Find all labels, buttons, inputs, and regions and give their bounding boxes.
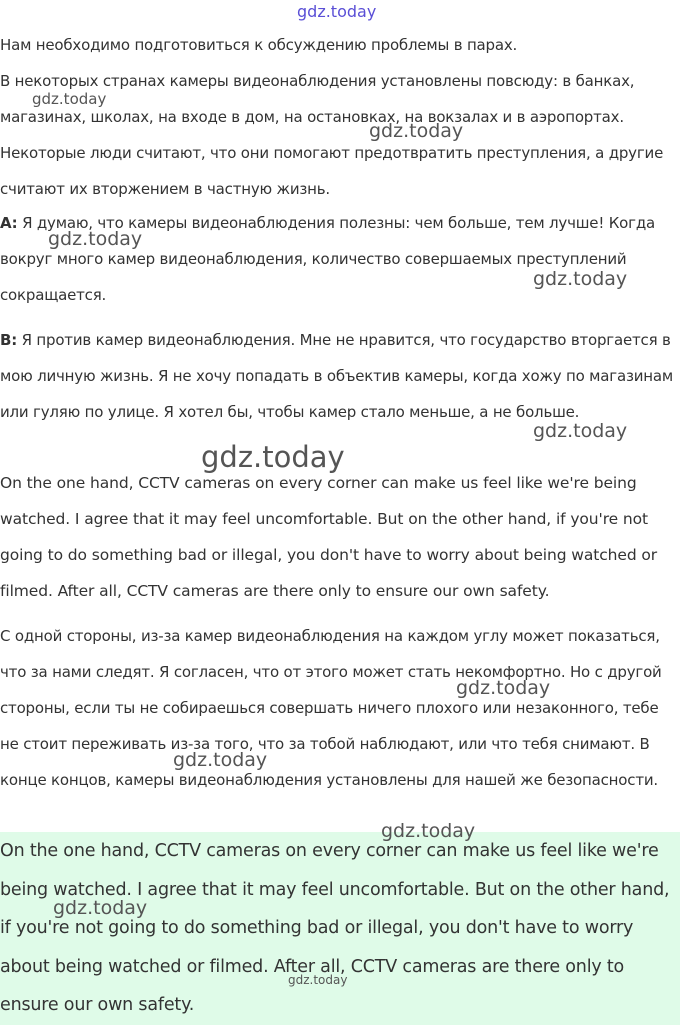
watermark: gdz.today xyxy=(297,2,377,21)
task-intro: Нам необходимо подготовиться к обсуждению проблемы в парах. xyxy=(0,36,518,54)
watermark: gdz.today xyxy=(456,677,551,699)
watermark: gdz.today xyxy=(173,749,268,771)
opinion-b-text: Я против камер видеонаблюдения. Мне не нравится, что государство вторгается в мою личную жизнь. Я не хочу попадать в объектив камеры, когда хожу по магазинам или гуляю по улице. Я хотел бы, чтобы камер стало меньше, а не больше. xyxy=(0,331,673,421)
watermark: gdz.today xyxy=(48,228,143,250)
opinion-b-label: B: xyxy=(0,331,18,349)
watermark: gdz.today xyxy=(381,820,476,842)
watermark: gdz.today xyxy=(288,973,348,987)
answer-english: On the one hand, CCTV cameras on every corner can make us feel like we're being watched. I agree that it may feel uncomfortable. But on the other hand, if you're not going to do something bad or illegal, you don't have to worry about being watched or filmed. After all, CCTV cameras are there only to ensure our own safety. xyxy=(0,474,658,600)
watermark: gdz.today xyxy=(533,420,628,442)
opinion-a xyxy=(0,205,680,313)
opinion-a-text: Я думаю, что камеры видеонаблюдения полезны: чем больше, тем лучше! Когда вокруг много камер видеонаблюдения, количество совершаемых преступлений сокращается. xyxy=(0,214,655,304)
task-context: В некоторых странах камеры видеонаблюдения установлены повсюду: в банках, магазинах, школах, на входе в дом, на остановках, на вокзалах и в аэропортах. Некоторые люди считают, что они помогают предотвратить преступления, а другие считают их вторжением в частную жизнь. xyxy=(0,72,664,198)
opinion-a-label: A: xyxy=(0,214,18,232)
answer-russian: С одной стороны, из-за камер видеонаблюдения на каждом углу может показаться, что за нами следят. Я согласен, что от этого может стать некомфортно. Но с другой стороны, если ты не собираешься совершать ничего плохого или незаконного, тебе не стоит переживать из-за того, что за тобой наблюдают, или что тебя снимают. В конце концов, камеры видеонаблюдения установлены для нашей же безопасности. xyxy=(0,627,662,789)
watermark: gdz.today xyxy=(53,897,148,919)
watermark: gdz.today xyxy=(201,440,345,474)
highlighted-answer-block xyxy=(0,832,680,1025)
watermark: gdz.today xyxy=(533,268,628,290)
opinion-b xyxy=(0,322,680,430)
watermark: gdz.today xyxy=(369,120,464,142)
watermark: gdz.today xyxy=(32,90,107,108)
highlighted-answer: On the one hand, CCTV cameras on every corner can make us feel like we're being watched. I agree that it may feel uncomfortable. But on the other hand, if you're not going to do something bad or illegal, you don't have to worry about being watched or filmed. After all, CCTV cameras are there only to ensure our own safety. xyxy=(0,841,670,1015)
